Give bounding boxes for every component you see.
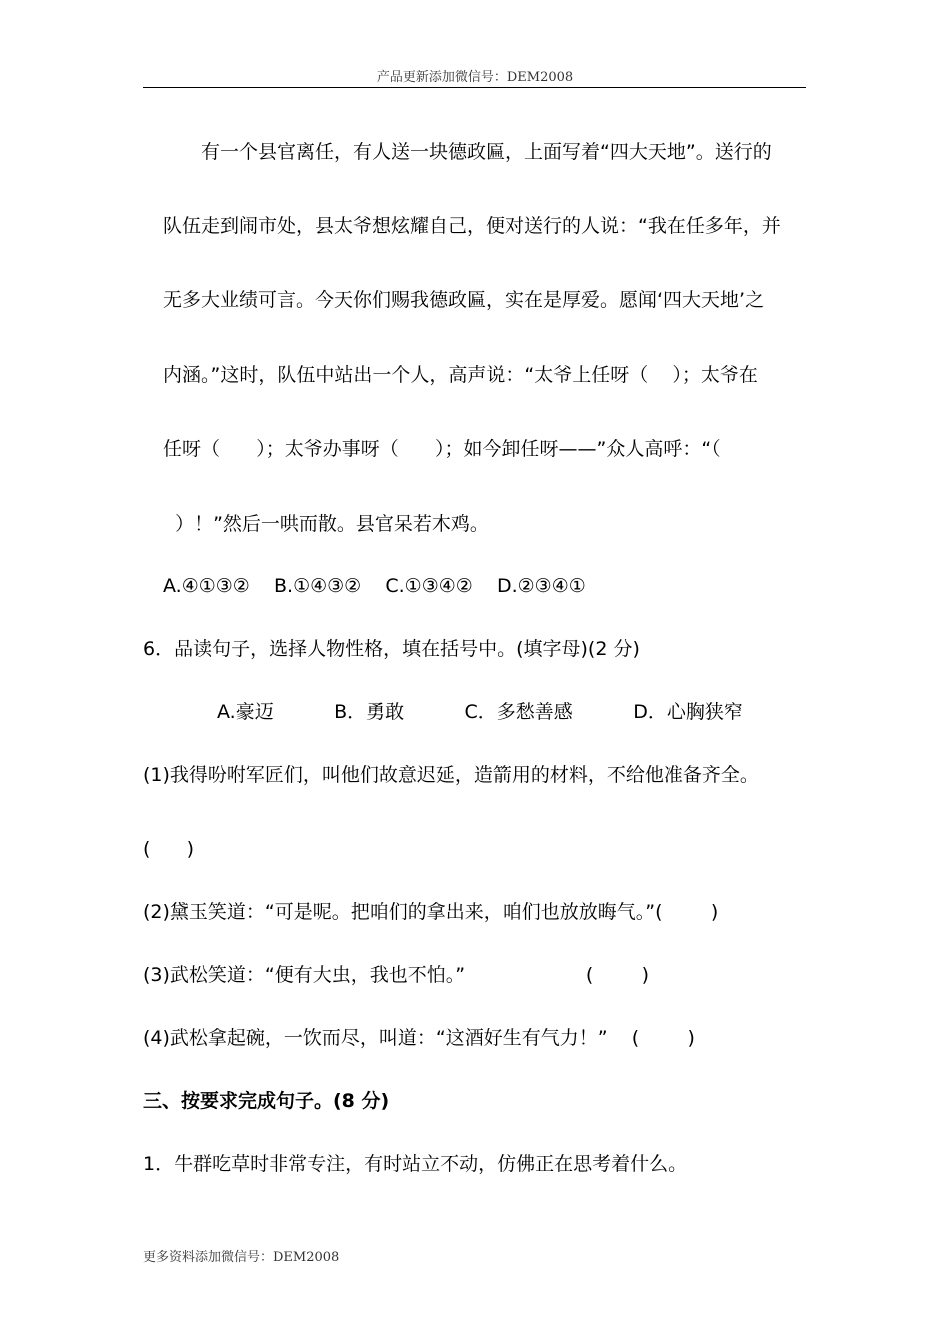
page-footer: 更多资料添加微信号：DEM2008 <box>143 1250 340 1265</box>
page-header: 产品更新添加微信号：DEM2008 <box>376 70 574 85</box>
question-6-item: (3)武松笑道：“便有大虫，我也不怕。” ( ) <box>143 964 650 986</box>
header-rule <box>143 87 806 88</box>
answer-options: A.④①③② B.①④③② C.①③④② D.②③④① <box>163 575 586 597</box>
section-3-title: 三、按要求完成句子。(8 分) <box>143 1090 390 1112</box>
question-6-item: (1)我得吩咐军匠们，叫他们故意迟延，造箭用的材料，不给他准备齐全。 <box>143 764 759 786</box>
question-6-item: (2)黛玉笑道：“可是呢。把咱们的拿出来，咱们也放放晦气。”( ) <box>143 901 719 923</box>
section-3-question-1: 1．牛群吃草时非常专注，有时站立不动，仿佛正在思考着什么。 <box>143 1153 688 1175</box>
passage-line: 队伍走到闹市处，县太爷想炫耀自己，便对送行的人说：“我在任多年，并 <box>163 215 781 237</box>
question-6-options: A.豪迈 B．勇敢 C．多愁善感 D．心胸狭窄 <box>217 701 743 723</box>
passage-line: 有一个县官离任，有人送一块德政匾，上面写着“四大天地”。送行的 <box>201 141 772 163</box>
passage-line: 任呀（ ）；太爷办事呀（ ）；如今卸任呀——”众人高呼：“（ <box>163 438 721 460</box>
passage-line: 内涵。”这时，队伍中站出一个人，高声说：“太爷上任呀（ ）；太爷在 <box>163 364 758 386</box>
question-6-title: 6．品读句子，选择人物性格，填在括号中。(填字母)(2 分) <box>143 638 640 660</box>
answer-blank: ( ) <box>143 838 195 860</box>
passage-line: ）！”然后一哄而散。县官呆若木鸡。 <box>163 513 489 535</box>
question-6-item: (4)武松拿起碗，一饮而尽，叫道：“这酒好生有气力！” ( ) <box>143 1027 695 1049</box>
passage-line: 无多大业绩可言。今天你们赐我德政匾，实在是厚爱。愿闻‘四大天地’之 <box>163 289 765 311</box>
